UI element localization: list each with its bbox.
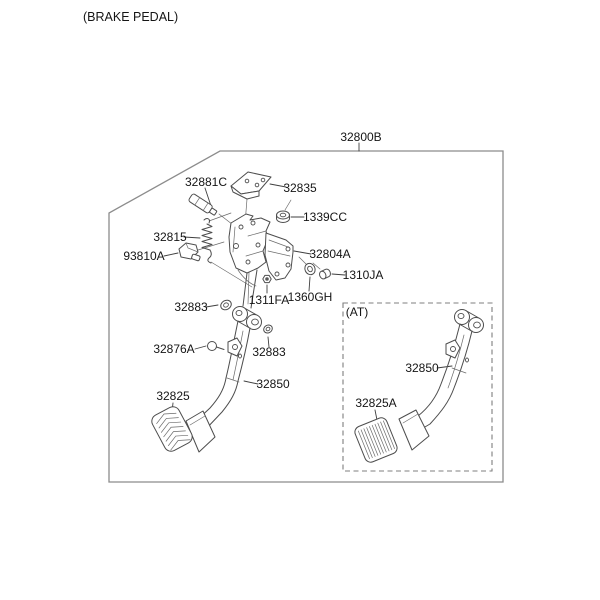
part-label-32883-b: 32883 (252, 345, 286, 359)
part-label-93810a: 93810A (123, 249, 165, 263)
part-label-32850-at: 32850 (405, 361, 439, 375)
stop-switch-drawing (179, 243, 200, 261)
part-label-1339cc: 1339CC (302, 210, 348, 224)
part-label-32883-a: 32883 (174, 300, 208, 314)
mounting-plate-drawing (231, 172, 271, 199)
part-label-32825: 32825 (156, 389, 190, 403)
stopper-pin-drawing (208, 342, 225, 351)
side-member-drawing (265, 233, 293, 280)
grommet-a-drawing (219, 298, 233, 311)
bushing-b-drawing (262, 323, 274, 334)
page-title: (BRAKE PEDAL) (83, 10, 179, 24)
part-label-32850: 32850 (256, 377, 290, 391)
part-label-32876a: 32876A (153, 342, 195, 356)
part-label-32815: 32815 (153, 230, 187, 244)
part-label-32825a: 32825A (355, 396, 397, 410)
part-label-1310ja: 1310JA (342, 268, 384, 282)
part-label-32800b: 32800B (340, 130, 382, 144)
pedal-pad-at-drawing (353, 416, 399, 464)
bolt-drawing (188, 193, 218, 217)
part-label-1311fa: 1311FA (248, 293, 290, 307)
part-label-32835: 32835 (283, 181, 317, 195)
at-variant-label: (AT) (345, 305, 369, 319)
pedal-pad-mt-drawing (149, 404, 194, 453)
washer-1360gh-drawing (303, 262, 317, 277)
part-label-32804a: 32804A (309, 247, 351, 261)
part-label-1360gh: 1360GH (287, 290, 333, 304)
nut-1339cc-drawing (277, 211, 290, 223)
return-spring-drawing (202, 219, 212, 263)
nut-1310ja-drawing (318, 268, 331, 280)
pedal-arm-mt-drawing (186, 307, 262, 453)
part-label-32881c: 32881C (184, 175, 228, 189)
pedal-arm-at-drawing (399, 310, 484, 451)
nut-1311fa-drawing (263, 275, 271, 282)
